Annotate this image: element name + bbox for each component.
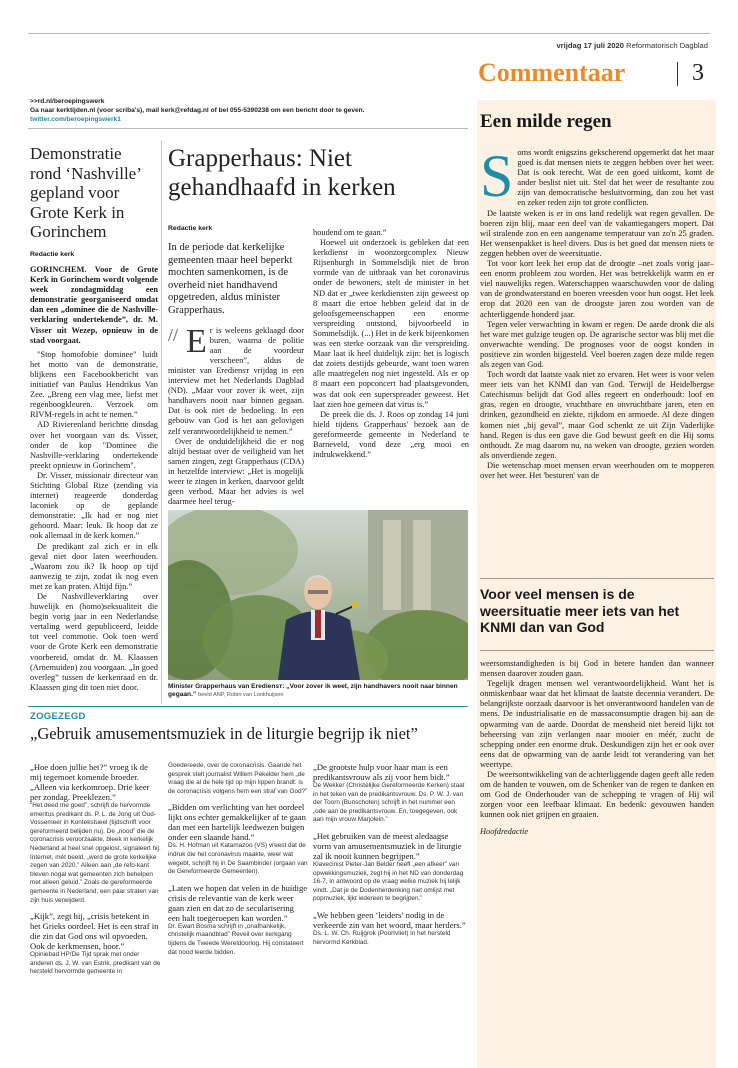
article-main-headline: Grapperhaus: Niet gehandhaafd in kerken: [168, 145, 396, 201]
commentary-headline: Een milde regen: [480, 111, 612, 132]
article-left-paragraph: AD Rivierenland berichtte dinsdag over het voorgaan van ds. Visser, onder de kop "Dominee die Nashville-verklaring ondertekende preekt opnieuw in Gorinchem".: [30, 420, 158, 470]
zogezegd-col1: [30, 762, 161, 977]
quote-text: „Het gebruiken van de meest aledaagse vorm van amusementsmuziek in de liturgie zal ik nooit kunnen begrijpen.”: [313, 830, 462, 861]
article-photo: [168, 510, 468, 680]
article-left-paragraph: "Stop homofobie dominee" luidt het motto van de demonstratie, blijkens een Facebookbericht van initiatief van Paulus Hendrikus Van Zee. „Breng een vlag mee, liefst met regenboogkleuren. Verzoek om RIVM-regels in acht te nemen.”: [30, 349, 158, 420]
article-left-paragraph: De Nashvilleverklaring over huwelijk en (homo)seksualiteit die begin vorig jaar in een Nederlandse vertaling werd gepubliceerd, leidde tot veel commotie. Ook toen werd voor de Grote Kerk een demonstratie voorbereid, omdat dr. M. Klaassen (Arnemuiden) zou voorgaan. „In goed overleg” tussen de kerkenraad en dr. Klaassen ging dit toen niet door.: [30, 592, 158, 692]
commentary-paragraph: Tegelijk dragen mensen wel verantwoordelijkheid. Want het is onmiskenbaar waar dat het klimaat de laatste decennia verandert. De belangrijkste oorzaak daarvoor is het onverantwoord handelen van de mens. De industrialisatie en de massaconsumptie dragen bij aan de opwarming van de aarde. Doordat de mensheid niet bereid lijkt tot beheersing van zijn verlangen naar mooier en méér, zucht de schepping onder een enorme druk. Deskundigen zijn het er ook over eens dat de opwarming van de aarde leidt tot verandering van het weertype.: [480, 679, 714, 769]
article-main-byline: Redactie kerk: [168, 225, 213, 232]
zogezegd-headline: „Gebruik amusementsmuziek in de liturgie begrijp ik niet”: [30, 724, 418, 743]
article-main-paragraph: Hoewel uit onderzoek is gebleken dat een kerkdienst in woonzorgcomplex Nieuw Rijsenburgh in Sommelsdijk niet de bron vormde van de uitbraak van het coronavirus onder de bewoners, stelt de minister in het ND dat er „twee kerkdiensten zijn geweest op 8 maart die ertoe hebben geleid dat in de geloofsgemeenschappen een enorme verspreiding ontstond, bijvoorbeeld in Sommelsdijk. (...) Het in de kerk bijeenkomen was een sterke oorzaak van die verspreiding. Maar laat ik heel duidelijk zijn: het is logisch dat zoiets destijds gebeurde, want toen waren alle maatregelen nog niet ingesteld. Als er op 8 maart een popconcert had plaatsgevonden, was dat ook een superspreader geweest. Het laat zien hoe gemeen dat virus is.”: [313, 238, 469, 409]
commentary-paragraph: Tot voor kort leek het erop dat de droogte –net zoals vorig jaar– een enorm probleem zou worden. Het was betrekkelijk warm en er viel nauwelijks regen. Waterschappen waarschuwden voor de daling van de grondwaterstand en boeren vreesden voor hun oogst. Het leek erop dat 2020 een van de droogste jaren zou worden van de achterliggende honderd jaar.: [480, 259, 714, 319]
commentary-dropcap: S: [480, 143, 514, 209]
quote-text: „De grootste hulp voor haar man is een predikantsvrouw als zij voor hem bidt.”: [313, 762, 450, 782]
section-title: Commentaar: [478, 58, 626, 87]
caption-credit: beeld ANP, Robin van Lonkhuijsen: [198, 692, 284, 699]
commentary-signature: Hoofdredactie: [480, 826, 529, 836]
commentary-paragraph: De weersontwikkeling van de achterliggende dagen geeft alle reden om de handen te vouwen, om de Schenker van de regen te danken en om God de Onderhouder van de schepping te vragen of Hij wil zorgen voor een leefbaar klimaat. En bedenk: gevouwen handen kunnen ook niet grijpen en graaien.: [480, 770, 714, 820]
commentary-body: [480, 143, 714, 481]
article-main-paragraph: houdend om te gaan.”: [313, 228, 387, 237]
info-contact: Ga naar kerktijden.nl (voor scriba's), mail kerk@refdag.nl of bel 055-5390238 om een bericht door te geven.: [30, 107, 365, 114]
article-main-dropcap: E: [186, 322, 207, 360]
quote-source: De Wekker (Christelijke Gereformeerde Kerken) staat in het teken van de predikantsvrouw. Ds. P. W. J. van der Toorn (Bunschoten) schrijft in het nummer een „ode aan de predikantsvrouw. En, toegegeven, ook aan mijn vrouw Marjolein.”: [313, 782, 465, 824]
quote-source: Ds. L. W. Ch. Ruijgrok (Poortvliet) in het hersteld hervormd Kerkblad.: [313, 929, 451, 946]
masthead-divider: [677, 62, 678, 86]
quote-text: „Laten we hopen dat velen in de huidige crisis de relevantie van de kerk weer gaan zien en dat zo de secularisering een halt toegeroepen kan worden.”: [168, 882, 308, 923]
article-left-body: [30, 265, 158, 693]
info-box: [30, 97, 470, 124]
info-twitter-link[interactable]: twitter.com/beroepingswerk1: [30, 116, 121, 123]
column-divider: [161, 140, 162, 704]
quote-text: „Hoe doen jullie het?” vroeg ik de mij tegemoet komende broeder. „Alleen via kerkomroep. Drie keer per zondag. Preeklezen.”: [30, 762, 150, 802]
commentary-body-continued: [480, 659, 714, 837]
quote-text: „Kijk”, zegt hij, „crisis betekent in het Grieks oordeel. Het is een straf in die zin dat God ons wil opvoeden. Ook de kerkmensen, hoor.”: [30, 911, 159, 952]
quote-source: Klavecinist Pieter-Jan Belder heeft „een afkeer” van opwekkingsmuziek, zegt hij in het ND van donderdag 16-7, in antwoord op de vraag welke muziek hij lelijk vindt. „Dat je de Dodenherdenking niet omlijst met popmuziek, lijkt iedereen te begrijpen.”: [313, 860, 464, 903]
article-main-paragraph: Over de onduidelijkheid die er nog altijd bestaat over de veiligheid van het samen zingen, zegt Grapperhaus (CDA) in hetzelfde interview: „Het is mogelijk weer te zingen in kerken, daarvoor geldt geen verbod. Maar het advies is wel daarmee heel terug-: [168, 436, 304, 507]
quote-source: Goedereede, over de coronacrisis. Gaande het gesprek stelt journalist Willem Pekelder hem „de vraag die al de hele tijd op mijn lippen brandt: is de coronacrisis volgens hem een straf van God?”: [168, 762, 308, 795]
article-main-paragraph: r is weleens geklaagd door buren, waarna de politie aan de voordeur verscheen”, aldus de minister van Erediensт vrijdag in een interview met het Nederlands Dagblad (ND). „Maar voor zover ik weet, zijn handhavers nooit naar binnen gegaan. Dat is ook niet de bedoeling. In een gebouw van God is het aan gelovigen zelf verantwoordelijkheid te nemen.”: [168, 325, 304, 436]
caption-text: Minister Grapperhaus van Erediensт: „Voor zover ik weet, zijn handhavers nooit naar binnen gegaan.”: [168, 683, 458, 699]
quote-text: „We hebben geen ‘leiders’ nodig in de verkeerde zin van het woord, maar herders.”: [313, 909, 466, 930]
article-main-col2: [313, 228, 469, 460]
article-main-paragraph: De preek die ds. J. Roos op zondag 14 juni hield tijdens Grapperhaus' bezoek aan de gereformeerde gemeente in Nederland te Barneveld, vond deze „erg mooi en indrukwekkend.”: [313, 409, 469, 460]
article-left-paragraph: Dr. Visser, missionair directeur van Stichting Global Rize (zending via internet) reageerde donderdag laconiek op de geplande demonstratie: „Ik had er nog niet gehoord. Maar: leuk. Ik hoop dat ze ook allemaal in de kerk komen.”: [30, 470, 158, 541]
article-left-paragraph: De predikant zal zich er in elk geval niet door laten weerhouden. „Waarom zou ik? Ik hoop op tijd aanwezig te zijn, zodat ik nog even met ze kan praten. Altijd fijn.”: [30, 541, 158, 591]
page-number: 3: [692, 60, 704, 86]
masthead-date: vrijdag 17 juli 2020: [556, 41, 624, 50]
zogezegd-col2: [168, 762, 308, 957]
article-main-col1: In de periode dat kerkelijke gemeenten maar heel beperkt mochten samenkomen, is de overheid niet handhavend opgetreden, aldus minister Grapperhaus. // E r is weleens geklaagd door buren, waarna de politie aan de voordeur verscheen”, aldus de minister van Erediensт vrijdag in een interview met het Nederlands Dagblad (ND). „Maar voor zover ik weet, zijn handhavers nooit naar binnen gegaan. Dat is ook niet de bedoeling. In een gebouw van God is het aan gelovigen zelf verantwoordelijkheid te nemen.” Over de onduidelijkheid die er nog altijd bestaat over de veiligheid van het samen zingen, zegt Grapperhaus (CDA) in hetzelfde interview: „Het is mogelijk weer te zingen in kerken, daarvoor geldt geen verbod. Maar het advies is wel daarmee heel terug-: [168, 242, 304, 507]
quote-source: "Het deed me goed", schrijft de hervormde emeritus predikant ds. P. L. de Jong uit Oud-Vossemeer in Kontekstueel (tijdschrift voor gereformeerd belijden nu). De „nood” die de coronacrisis veroorzaakte, bleek in kerkelijk Nederland al heel snel opgelost, signaleert hij. Internet, mét beeld, „werd de grote kerkelijke zegen van 2020.” Alleen aan „de refo-kant bleven nogal wat gemeenten zich behelpen met alleen geluid.” Zoals de gereformeerde gemeente in Nederland, een paar straten van zijn huis verwijderd.: [30, 802, 161, 904]
zogezegd-col3: [313, 762, 467, 947]
photo-caption: [168, 683, 468, 700]
article-left-byline: Redactie kerk: [30, 251, 75, 258]
article-left-headline: Demonstratie rond ‘Nashville’ gepland voor Grote Kerk in Gorinchem: [30, 144, 141, 241]
quote-text: „Bidden om verlichting van het oordeel lijkt ons echter gemakkelijker af te gaan dan met een hartelijk leedwezen buigen onder een slaande hand.”: [168, 802, 306, 843]
commentary-paragraph: oms wordt enigszins gekscherend opgemerkt dat het maar goed is dat mensen niets te zeggen hebben over het weer. Dat is ook terecht. Wat de een goed uitkomt, komt de ander beslist niet uit. Stel dat het weer de resultante zou zijn van democratische besluitvorming, dan zou het vast en zeker reden zijn tot grote conflicten.: [517, 148, 714, 208]
commentary-pullquote: Voor veel mensen is de weersituatie meer iets van het KNMI dan van God: [480, 586, 680, 635]
article-left-lead: GORINCHEM. Voor de Grote Kerk in Gorinchem wordt volgende week zondagmiddag een demonstratie georganiseerd omdat dan een „dominee die de Nashville-verklaring ondertekende”, dr. M. Visser uit Wezep, opnieuw in de stad voorgaat.: [30, 265, 158, 345]
info-link-rd[interactable]: >>rd.nl/beroepingswerk: [30, 98, 105, 105]
masthead-paper: Reformatorisch Dagblad: [626, 41, 708, 50]
quote-source: Ds. H. Hofman uit Katamazoo (VS) vreest dat de indruk die het coronavirus maakte, weer wat wegebt, schrijft hij in De Saambinder (orgaan van de Gereformeerde Gemeenten).: [168, 842, 308, 876]
grapperhaus-photo-image: [168, 510, 468, 680]
commentary-paragraph: Tegen veler verwachting in kwam er regen. De aarde dronk die als het ware met gulzige teugen op. De agrarische sector was blij met die onverwachte wending. De prognoses voor de oogst konden in positieve zin worden bijgesteld. Veel boeren zagen deze milde regen als zegen van God.: [480, 319, 714, 369]
commentary-paragraph: Die wetenschap moet mensen ervan weerhouden om te mopperen over het weer. Het 'besturen' van de: [480, 460, 714, 480]
article-main-intro: In de periode dat kerkelijke gemeenten maar heel beperkt mochten samenkomen, is de overheid niet handhavend opgetreden, aldus minister Grapperhaus.: [168, 242, 293, 316]
zogezegd-label: ZOGEZEGD: [30, 711, 86, 722]
commentary-paragraph: Toch wordt dat laatste vaak niet zo ervaren. Het weer is voor velen meer iets van het KNMI dan van God. Terwijl de Heidelbergse Catechismus belijdt dat God alles regeert en onderhoudt: loof en gras, regen en droogte, vruchtbare en onvruchtbare jaren, eten en drinken, gezondheid en ziekte, rijkdom en armoede. Al deze dingen komen niet „bij geval”, maar God schenkt ze uit Zijn Vaderlijke hand. Regen is dus een gave die God bewust geeft en die Hij soms onthoudt. Ze mag daarom nu, na weken van droogte, gezien worden als onverdiende zegen.: [480, 370, 714, 460]
quote-source: Opiniebad HP/De Tijd sprak met onder anderen ds. J. W. van Estrik, predikant van de hersteld hervormde gemeente in: [30, 951, 161, 976]
masthead-date-line: [556, 41, 708, 50]
quote-source: Dr. Ewart Bosma schrijft in „onafhankelijk, christelijk maandblad” Reveil over kerkgang tijdens de Tweede Wereldoorlog. Hij constateert dat nood leerde bidden.: [168, 922, 304, 956]
commentary-paragraph: De laatste weken is er in ons land redelijk wat regen gevallen. De boeren zijn blij, maar een deel van de vakantiegangers mopert. Dat wil stralende zon en een aangename temperatuur van zo'n 25 graden. Het wensenpakket is heel divers. Dus is het goed dat mensen niets te zeggen hebben over de weersituatie.: [480, 208, 714, 258]
commentary-paragraph: weersomstandigheden is bij God in betere handen dan wanneer mensen daarover zouden gaan.: [480, 659, 714, 679]
